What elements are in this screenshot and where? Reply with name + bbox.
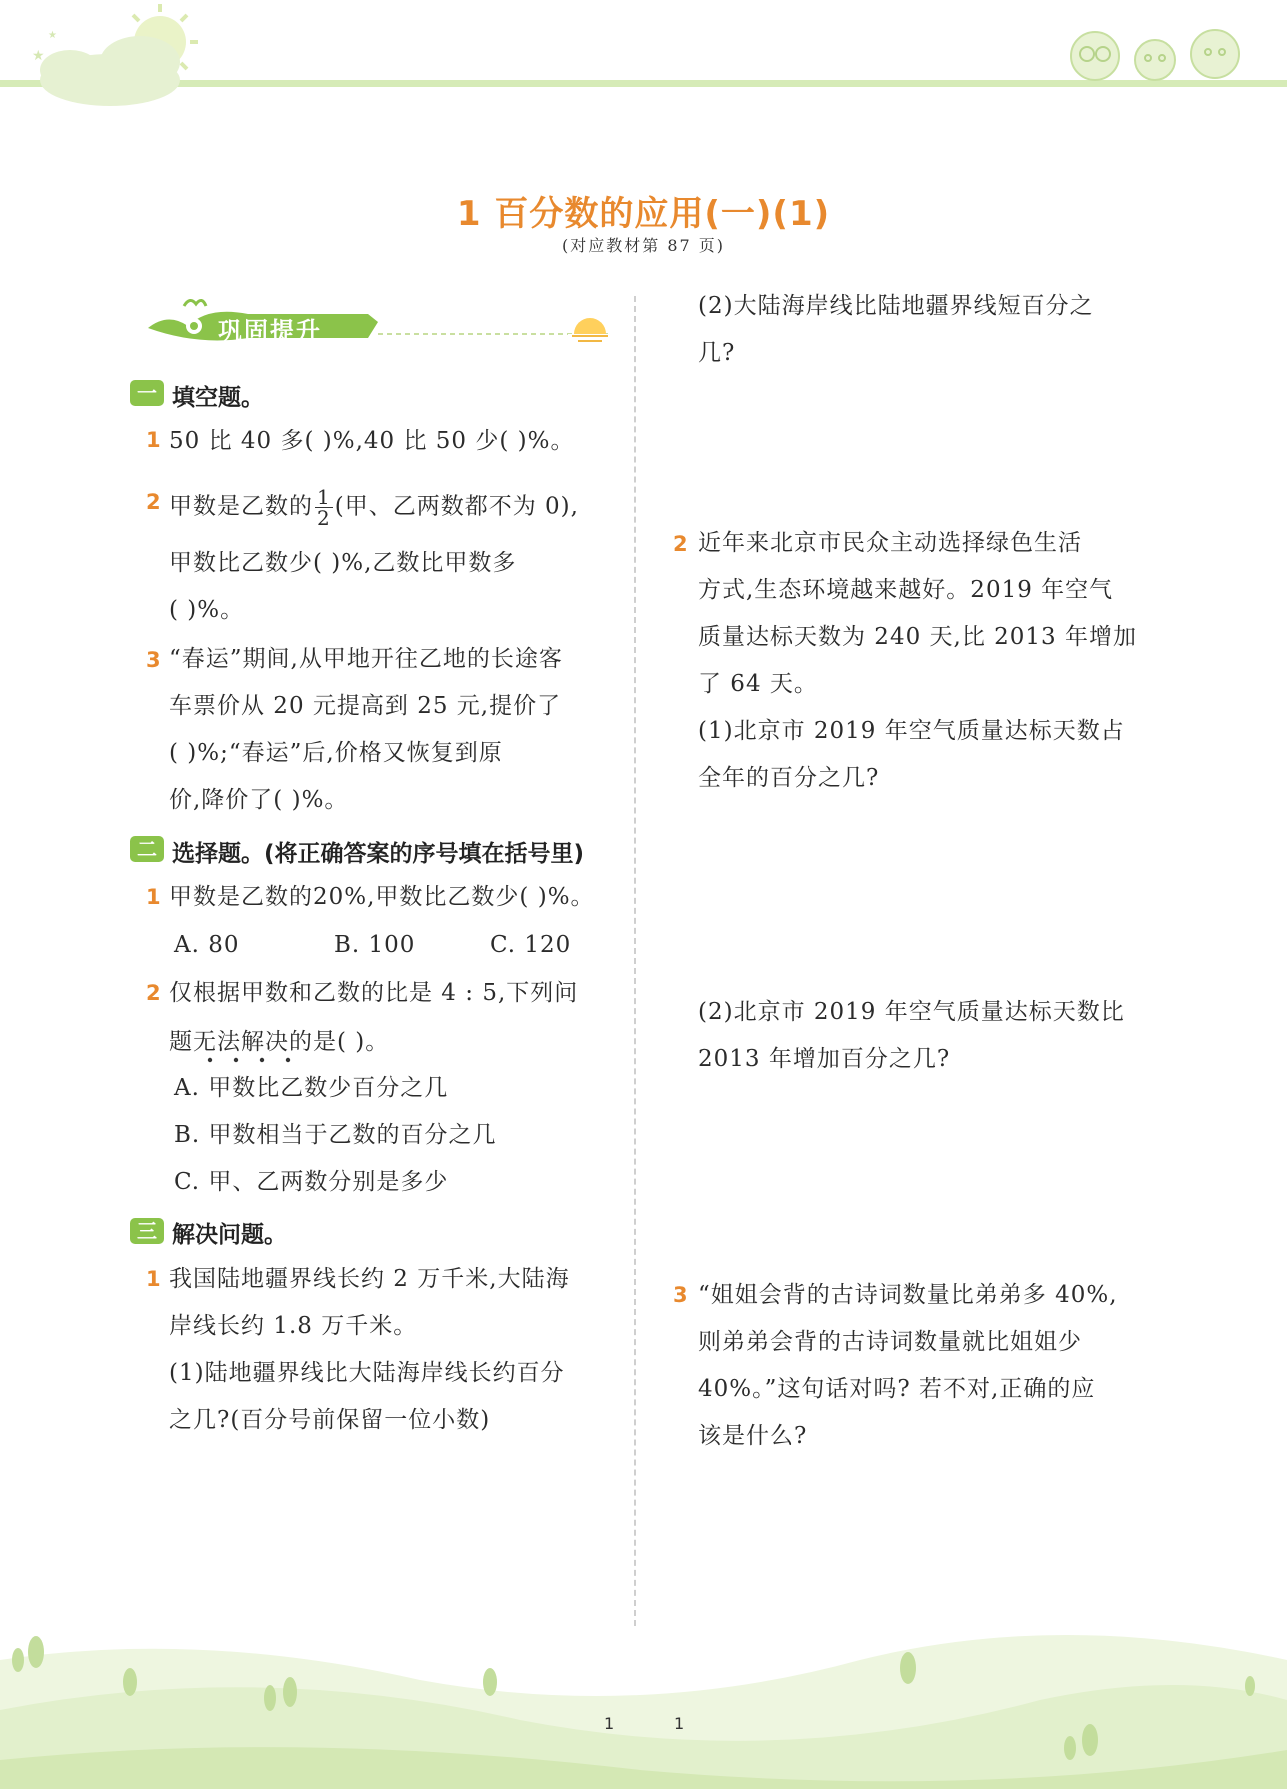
page-title: 1 百分数的应用(一)(1) <box>456 194 831 234</box>
emphasis-dots <box>200 1055 300 1065</box>
question-text: 了 64 天。 <box>698 671 818 697</box>
question-text: 甲数是乙数的20%,甲数比乙数少( )%。 <box>169 884 595 910</box>
question-text: 方式,生态环境越来越好。2019 年空气 <box>698 577 1114 603</box>
question-number: 1 <box>146 1267 161 1291</box>
question-number: 2 <box>146 981 161 1005</box>
fraction-numerator: 1 <box>317 485 331 509</box>
section-title-3: 解决问题。 <box>172 1222 287 1248</box>
question-text: 40%。”这句话对吗? 若不对,正确的应 <box>698 1376 1096 1402</box>
fraction-denominator: 2 <box>317 506 331 530</box>
question-number: 2 <box>673 532 688 556</box>
option-c: C. 甲、乙两数分别是多少 <box>174 1169 449 1195</box>
question-text: 2013 年增加百分之几? <box>698 1046 951 1072</box>
question-text: 之几?(百分号前保留一位小数) <box>169 1407 491 1433</box>
banner-decoration <box>138 292 618 352</box>
column-divider <box>634 296 636 1626</box>
section-badge-1: 一 <box>130 380 164 406</box>
option-a: A. 80 <box>174 932 240 958</box>
banner-label: 巩固提升 <box>218 317 322 345</box>
question-text: 全年的百分之几? <box>698 765 880 791</box>
page-number-left: 1 <box>604 1714 615 1733</box>
section-title-2: 选择题。(将正确答案的序号填在括号里) <box>172 841 585 867</box>
svg-text:★: ★ <box>32 48 45 64</box>
option-a: A. 甲数比乙数少百分之几 <box>174 1075 449 1101</box>
question-text: 题无法解决的是( )。 <box>169 1029 390 1055</box>
animal-faces-decoration <box>1050 18 1270 88</box>
option-b: B. 甲数相当于乙数的百分之几 <box>174 1122 497 1148</box>
question-text: 岸线长约 1.8 万千米。 <box>169 1313 418 1339</box>
section-badge-3: 三 <box>130 1218 164 1244</box>
question-text: 车票价从 20 元提高到 25 元,提价了 <box>169 693 562 719</box>
question-text: 该是什么? <box>698 1423 808 1449</box>
question-number: 1 <box>146 428 161 452</box>
question-text: 我国陆地疆界线长约 2 万千米,大陆海 <box>169 1266 570 1292</box>
hills-decoration <box>0 1620 1287 1789</box>
question-text: 仅根据甲数和乙数的比是 4 : 5,下列问 <box>169 980 579 1006</box>
option-b: B. 100 <box>334 932 416 958</box>
question-text: 价,降价了( )%。 <box>169 787 349 813</box>
option-c: C. 120 <box>490 932 572 958</box>
fraction-prefix: 甲数是乙数的 <box>169 493 313 520</box>
question-text <box>169 487 579 528</box>
question-text: (1)陆地疆界线比大陆海岸线长约百分 <box>169 1360 565 1386</box>
question-text: “春运”期间,从甲地开往乙地的长途客 <box>169 646 563 672</box>
question-text: 则弟弟会背的古诗词数量就比姐姐少 <box>698 1329 1082 1355</box>
fraction <box>315 487 333 528</box>
page-number-right: 1 <box>674 1714 685 1733</box>
question-text: (1)北京市 2019 年空气质量达标天数占 <box>698 718 1125 744</box>
question-number: 2 <box>146 490 161 514</box>
question-number: 1 <box>146 885 161 909</box>
question-text: 几? <box>698 340 736 366</box>
question-text: ( )%;“春运”后,价格又恢复到原 <box>169 740 503 766</box>
fraction-suffix: (甲、乙两数都不为 0), <box>334 493 579 520</box>
question-number: 3 <box>673 1283 688 1307</box>
section-title-1: 填空题。 <box>172 385 264 411</box>
question-text: 近年来北京市民众主动选择绿色生活 <box>698 530 1082 556</box>
question-number: 3 <box>146 648 161 672</box>
question-text: ( )%。 <box>169 597 245 623</box>
section-badge-2: 二 <box>130 836 164 862</box>
question-text: (2)北京市 2019 年空气质量达标天数比 <box>698 999 1125 1025</box>
question-text: “姐姐会背的古诗词数量比弟弟多 40%, <box>698 1282 1118 1308</box>
question-text: 50 比 40 多( )%,40 比 50 少( )%。 <box>169 428 575 454</box>
svg-text:★: ★ <box>48 30 57 41</box>
page-subtitle: (对应教材第 87 页) <box>561 236 726 255</box>
question-text: (2)大陆海岸线比陆地疆界线短百分之 <box>698 293 1094 319</box>
question-text: 质量达标天数为 240 天,比 2013 年增加 <box>698 624 1137 650</box>
question-text: 甲数比乙数少( )%,乙数比甲数多 <box>169 550 517 576</box>
sun-cloud-decoration <box>0 0 220 110</box>
